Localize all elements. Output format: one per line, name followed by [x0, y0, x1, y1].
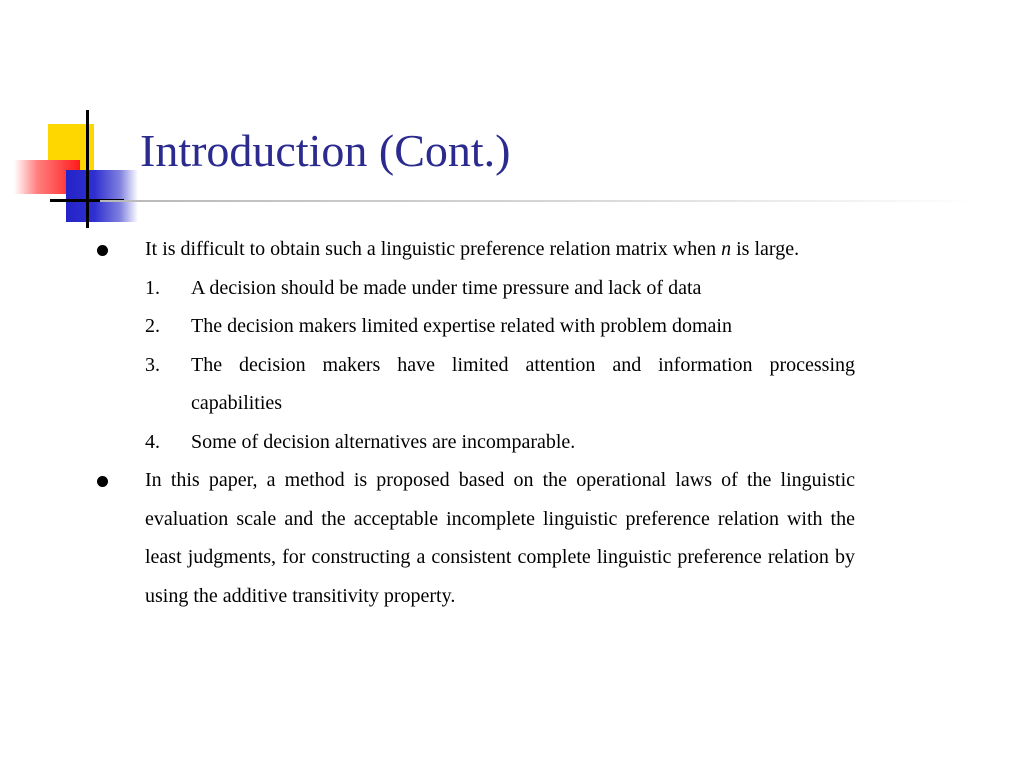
bullet-1-text: [145, 230, 855, 269]
bullet-2-text: In this paper, a method is proposed based on the operational laws of the linguistic evaluation scale and the acceptable incomplete linguistic preference relation with the least judgments, for constructing a consistent complete linguistic preference relation by using the additive transitivity property.: [145, 469, 855, 607]
slide-title: Introduction (Cont.): [140, 125, 511, 176]
list-item-1: [145, 269, 855, 308]
list-item-number: 3.: [145, 353, 160, 376]
list-item-text: Some of decision alternatives are incomparable.: [191, 430, 576, 453]
title-underline-rule: [100, 200, 980, 202]
list-item-number: 2.: [145, 315, 160, 337]
list-item-text: The decision makers have limited attention and information processing capabilities: [191, 353, 855, 414]
list-item-text: The decision makers limited expertise related with problem domain: [191, 315, 732, 337]
list-item-2: [145, 307, 855, 346]
list-item-number: 1.: [145, 276, 160, 299]
list-item-4: [145, 423, 855, 462]
bullet-point-1: [93, 230, 855, 461]
list-item-number: 4.: [145, 430, 160, 453]
decorative-blue-block: [66, 170, 138, 222]
bullet-1-text-after: is large.: [731, 238, 800, 260]
bullet-dot-icon: [97, 476, 108, 487]
list-item-text: A decision should be made under time pressure and lack of data: [191, 276, 702, 299]
bullet-dot-icon: [97, 245, 108, 256]
numbered-list: [145, 269, 855, 462]
bullet-1-text-before: It is difficult to obtain such a linguistic preference relation matrix when: [145, 238, 722, 260]
bullet-1-variable: n: [721, 238, 732, 260]
slide-content: [93, 230, 855, 615]
list-item-3: [145, 346, 855, 423]
bullet-point-2: [93, 461, 855, 615]
decorative-vertical-line: [86, 110, 89, 228]
